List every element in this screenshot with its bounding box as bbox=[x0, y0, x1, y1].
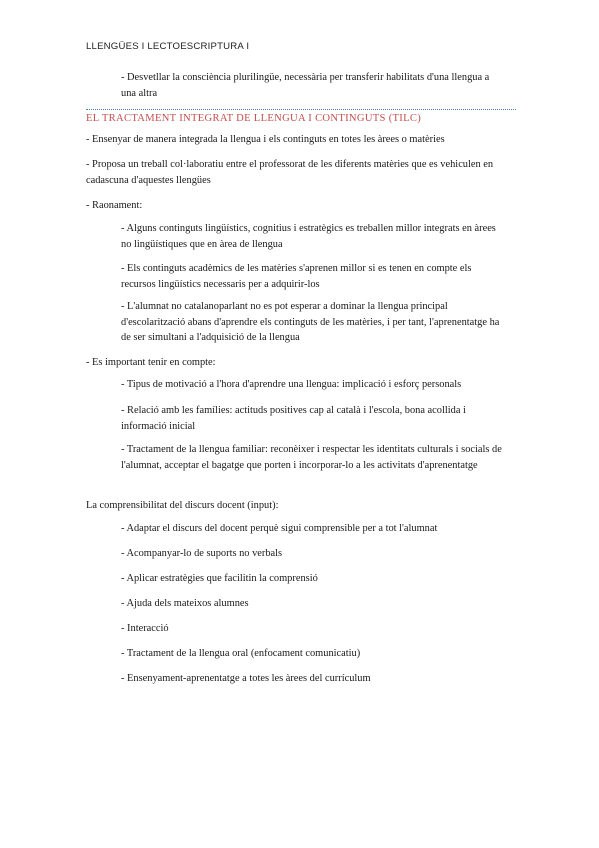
reason-2: - Els continguts acadèmics de les matèries s'aprenen millor si es tenen en compte els recursos lingüístics necessaris per a adquirir-los bbox=[121, 263, 472, 290]
reason-1: - Alguns continguts lingüístics, cognitius i estratègics es treballen millor integrats en àrees no lingüístiques que en àrea de llengua bbox=[121, 223, 496, 250]
comprehension-1: - Adaptar el discurs del docent perquè sigui comprensible per a tot l'alumnat bbox=[121, 523, 438, 534]
consider-label: - Es important tenir en compte: bbox=[86, 357, 216, 368]
point-2: - Proposa un treball col·laboratiu entre el professorat de les diferents matèries que es vehiculen en cadascuna d'aquestes llengües bbox=[86, 159, 494, 186]
comprehension-4: - Ajuda dels mateixos alumnes bbox=[121, 598, 249, 609]
comprehension-5: - Interacció bbox=[121, 623, 169, 634]
consider-1: - Tipus de motivació a l'hora d'aprendre una llengua: implicació i esforç personals bbox=[121, 379, 462, 390]
intro-bullet: - Desvetllar la consciència plurilingüe, necessària per transferir habilitats d'una llengua a una altra bbox=[121, 72, 490, 99]
comprehension-label: La comprensibilitat del discurs docent (input): bbox=[86, 500, 279, 511]
comprehension-2: - Acompanyar-lo de suports no verbals bbox=[121, 548, 283, 559]
comprehension-7: - Ensenyament-aprenentatge a totes les àrees del currículum bbox=[121, 673, 371, 684]
point-1: - Ensenyar de manera integrada la llengua i els continguts en totes les àrees o matèries bbox=[86, 134, 445, 145]
section-divider bbox=[86, 109, 516, 110]
consider-3: - Tractament de la llengua familiar: reconèixer i respectar les identitats culturals i socials de l'alumnat, acceptar el bagatge que porten i incorporar-lo a les activitats d'aprenentatge bbox=[121, 444, 502, 471]
comprehension-3: - Aplicar estratègies que facilitin la comprensió bbox=[121, 573, 318, 584]
page-header: LLENGÜES I LECTOESCRIPTURA I bbox=[86, 41, 250, 52]
point-3: - Raonament: bbox=[86, 200, 143, 211]
reason-3: - L'alumnat no catalanoparlant no es pot esperar a dominar la llengua principal d'escolarització abans d'aprendre els continguts de les matèries, i per tant, l'aprenentatge ha de ser simultani a l'adquisició de la llengua bbox=[121, 301, 500, 343]
comprehension-6: - Tractament de la llengua oral (enfocament comunicatiu) bbox=[121, 648, 361, 659]
section-title: EL TRACTAMENT INTEGRAT DE LLENGUA I CONTINGUTS (TILC) bbox=[86, 113, 422, 124]
consider-2: - Relació amb les famílies: actituds positives cap al català i l'escola, bona acollida i informació inicial bbox=[121, 405, 466, 432]
